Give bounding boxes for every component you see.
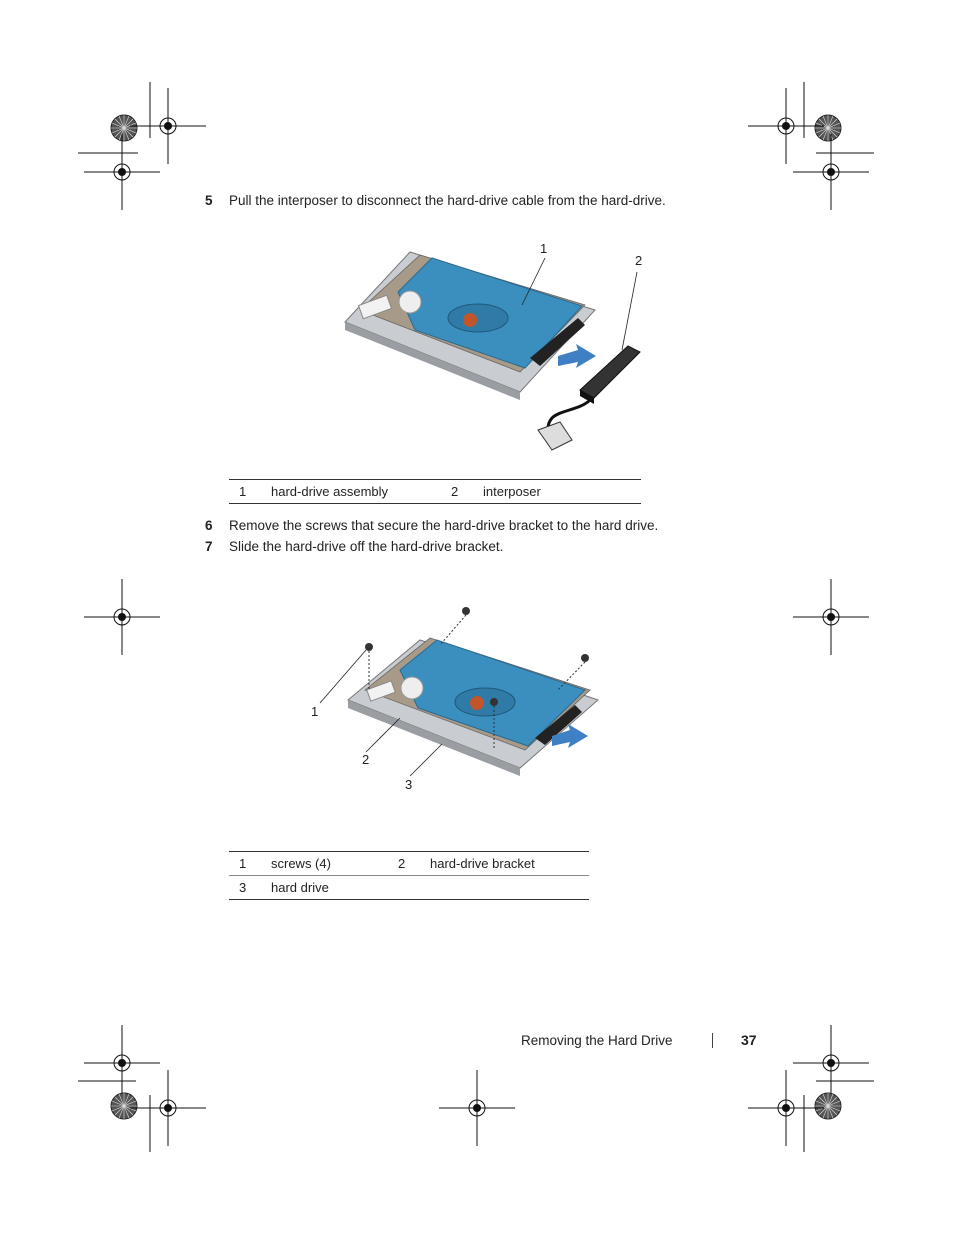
- figure1-callout-1: 1: [540, 241, 548, 256]
- footer-section-title: Removing the Hard Drive: [521, 1033, 673, 1048]
- step-text: Pull the interposer to disconnect the hard-drive cable from the hard-drive.: [229, 193, 666, 208]
- step-number: 5: [205, 193, 213, 208]
- figure2-callout-1: 1: [311, 704, 319, 719]
- step-text: Remove the screws that secure the hard-drive bracket to the hard drive.: [229, 518, 659, 533]
- figure2-callout-2: 2: [362, 752, 370, 767]
- page-number: 37: [741, 1032, 757, 1048]
- figure2-legend-table: [229, 851, 589, 900]
- step-text: Slide the hard-drive off the hard-drive bracket.: [229, 539, 504, 554]
- legend-label: hard drive: [271, 880, 329, 895]
- legend-number: 1: [239, 856, 247, 871]
- legend-number: 2: [451, 484, 459, 499]
- legend-number: 1: [239, 484, 247, 499]
- table-row: [229, 852, 589, 876]
- step-number: 7: [205, 539, 213, 554]
- figure2-callout-3: 3: [405, 777, 413, 792]
- figure1-callout-2: 2: [635, 253, 643, 268]
- legend-number: 2: [398, 856, 406, 871]
- table-row: [229, 876, 589, 900]
- legend-label: screws (4): [271, 856, 331, 871]
- footer-separator: [712, 1033, 713, 1048]
- legend-empty-cell: [420, 876, 589, 900]
- step-number: 6: [205, 518, 213, 533]
- legend-number: 3: [239, 880, 247, 895]
- legend-label: interposer: [483, 484, 541, 499]
- legend-label: hard-drive bracket: [430, 856, 535, 871]
- legend-empty-cell: [388, 876, 420, 900]
- legend-label: hard-drive assembly: [271, 484, 389, 499]
